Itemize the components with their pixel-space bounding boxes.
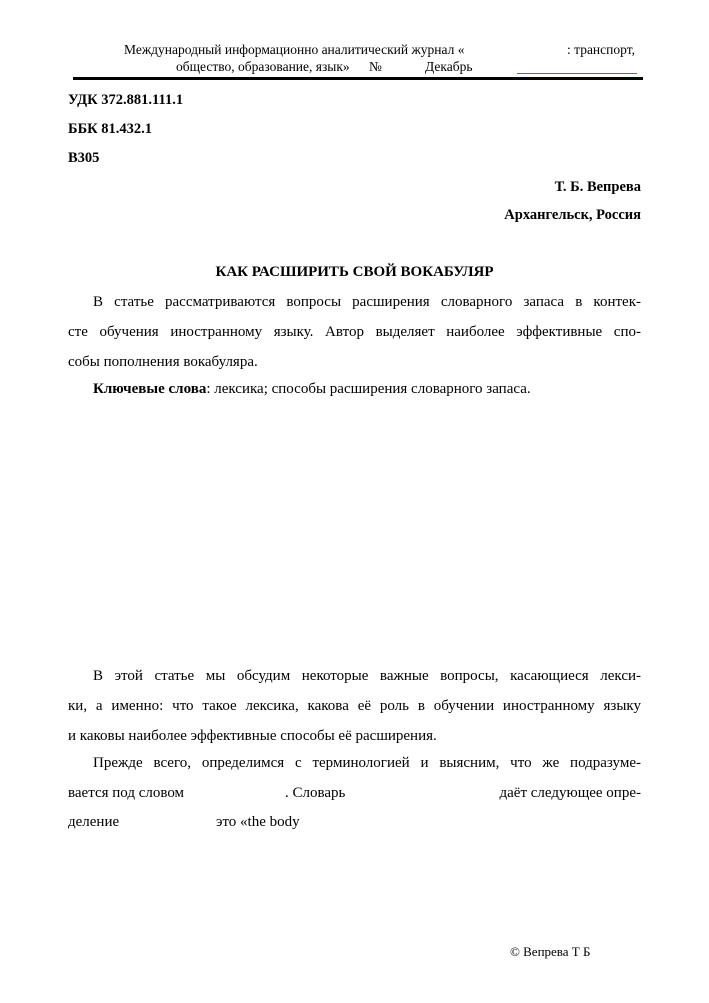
body-line: Прежде всего, определимся с терминологией и выясним, что же подразуме- [93,755,641,771]
abstract-line: сте обучения иностранному языку. Автор выделяет наиболее эффективные спо- [68,324,641,340]
journal-header-line2: общество, образование, язык» [176,59,350,74]
journal-header-line1: Международный информационно аналитический журнал « [124,42,465,57]
body-line-fragment: это «the body [216,814,300,830]
bbk-code: ББК 81.432.1 [68,121,153,137]
author-name: Т. Б. Вепрева [554,179,641,195]
keywords-text: : лексика; способы расширения словарного запаса. [206,381,531,397]
journal-header-line1-right: : транспорт, [567,42,635,57]
body-line: В этой статье мы обсудим некоторые важные вопросы, касающиеся лекси- [93,668,641,684]
article-title: КАК РАСШИРИТЬ СВОЙ ВОКАБУЛЯР [215,264,494,280]
body-line-fragment: вается под словом [68,785,185,801]
abstract-line: собы пополнения вокабуляра. [68,354,258,370]
author-location: Архангельск, Россия [504,207,641,223]
body-line: и каковы наиболее эффективные способы её расширения. [68,728,437,744]
keywords-paragraph [68,374,641,404]
classification-code: В305 [68,150,100,166]
abstract-line: В статье рассматриваются вопросы расширения словарного запаса в контек- [93,294,641,310]
header-link-underline [517,73,637,74]
journal-number-sign: № [369,59,382,74]
body-paragraph-1 [68,661,641,751]
udk-code: УДК 372.881.111.1 [68,92,184,108]
body-line-fragment: деление [68,814,120,830]
body-line-fragment: даёт следующее опре- [499,785,641,801]
body-paragraph-2 [68,748,641,778]
copyright-footer: © Вепрева Т Б [510,944,591,959]
body-line: ки, а именно: что такое лексика, какова её роль в обучении иностранному языку [68,698,641,714]
header-rule [73,77,643,80]
keywords-line [68,374,641,404]
body-line-fragment: . Словарь [285,785,346,801]
journal-month: Декабрь [425,59,473,74]
keywords-label: Ключевые слова [93,381,207,397]
abstract-paragraph [68,287,641,377]
